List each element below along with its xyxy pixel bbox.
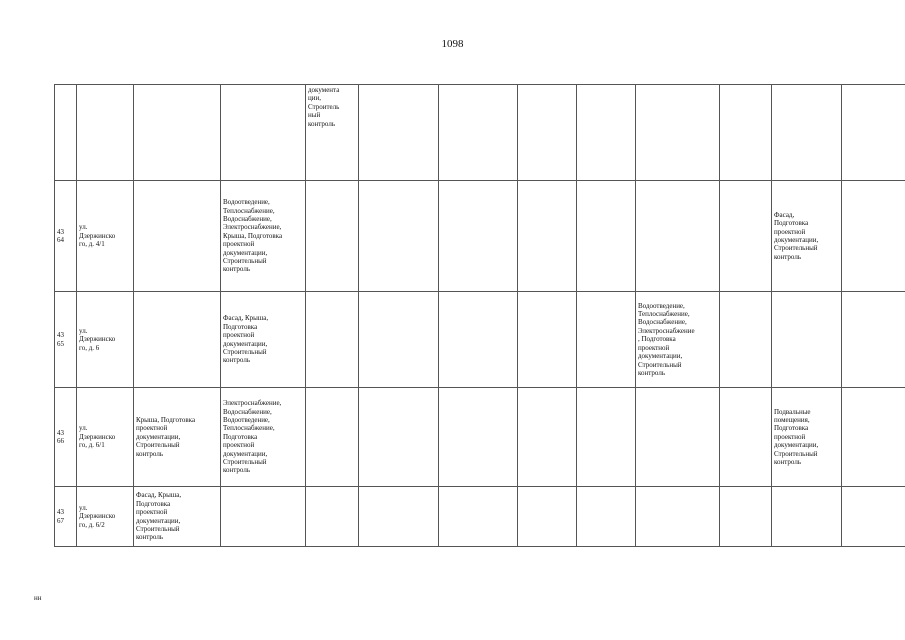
work-cell	[636, 85, 720, 181]
work-cell	[221, 487, 306, 547]
address-cell: ул. Дзержинско го, д. 6/2	[77, 487, 134, 547]
work-cell	[518, 292, 577, 388]
work-cell	[359, 487, 439, 547]
work-cell	[577, 85, 636, 181]
work-cell	[306, 181, 359, 292]
table-row	[55, 181, 905, 292]
work-cell: документа ции, Строитель ный контроль	[306, 85, 359, 181]
work-cell	[720, 487, 772, 547]
address-cell: ул. Дзержинско го, д. 6	[77, 292, 134, 388]
work-cell	[134, 181, 221, 292]
work-cell	[439, 388, 518, 487]
work-cell	[720, 292, 772, 388]
work-cell	[439, 292, 518, 388]
work-cell	[359, 292, 439, 388]
work-cell	[439, 487, 518, 547]
work-cell	[720, 85, 772, 181]
work-cell: Фасад, Крыша, Подготовка проектной документации, Строительный контроль	[134, 487, 221, 547]
address-cell: ул. Дзержинско го, д. 6/1	[77, 388, 134, 487]
work-cell	[772, 487, 842, 547]
work-cell: Фасад, Крыша, Подготовка проектной документации, Строительный контроль	[221, 292, 306, 388]
work-cell	[518, 487, 577, 547]
work-cell	[221, 85, 306, 181]
row-number-cell: 43 67	[55, 487, 77, 547]
work-cell	[359, 85, 439, 181]
work-cell	[134, 85, 221, 181]
work-cell	[577, 181, 636, 292]
work-cell	[577, 487, 636, 547]
page-number: 1098	[441, 38, 464, 50]
work-cell	[720, 181, 772, 292]
work-cell	[577, 292, 636, 388]
table-row	[55, 292, 905, 388]
work-cell	[772, 292, 842, 388]
work-cell	[518, 388, 577, 487]
work-cell: Крыша, Подготовка проектной документации, Строительный контроль	[134, 388, 221, 487]
table-row	[55, 85, 905, 181]
work-cell	[636, 487, 720, 547]
work-cell	[439, 181, 518, 292]
work-cell	[518, 85, 577, 181]
row-number-cell: 43 66	[55, 388, 77, 487]
address-cell	[77, 85, 134, 181]
table-row	[55, 487, 905, 547]
work-cell	[842, 292, 905, 388]
repair-schedule-table	[54, 84, 905, 547]
work-cell	[306, 292, 359, 388]
work-cell: Водоотведение, Теплоснабжение, Водоснабжение, Электроснабжение, Крыша, Подготовка проектной документации, Строительный контроль	[221, 181, 306, 292]
work-cell: Водоотведение, Теплоснабжение, Водоснабжение, Электроснабжение , Подготовка проектной документации, Строительный контроль	[636, 292, 720, 388]
work-cell	[439, 85, 518, 181]
work-cell	[518, 181, 577, 292]
work-cell: Подвальные помещения, Подготовка проектной документации, Строительный контроль	[772, 388, 842, 487]
work-cell	[359, 181, 439, 292]
work-cell	[720, 388, 772, 487]
work-cell: Фасад, Подготовка проектной документации, Строительный контроль	[772, 181, 842, 292]
work-cell	[842, 85, 905, 181]
row-number-cell: 43 64	[55, 181, 77, 292]
work-cell: Электроснабжение, Водоснабжение, Водоотведение, Теплоснабжение, Подготовка проектной документации, Строительный контроль	[221, 388, 306, 487]
footer-mark: нн	[34, 594, 42, 602]
table-row	[55, 388, 905, 487]
address-cell: ул. Дзержинско го, д. 4/1	[77, 181, 134, 292]
row-number-cell	[55, 85, 77, 181]
work-cell	[134, 292, 221, 388]
work-cell	[842, 487, 905, 547]
work-cell	[636, 181, 720, 292]
work-cell	[636, 388, 720, 487]
work-cell	[772, 85, 842, 181]
work-cell	[306, 388, 359, 487]
work-cell	[577, 388, 636, 487]
work-cell	[359, 388, 439, 487]
work-cell	[842, 388, 905, 487]
work-cell	[306, 487, 359, 547]
work-cell	[842, 181, 905, 292]
row-number-cell: 43 65	[55, 292, 77, 388]
